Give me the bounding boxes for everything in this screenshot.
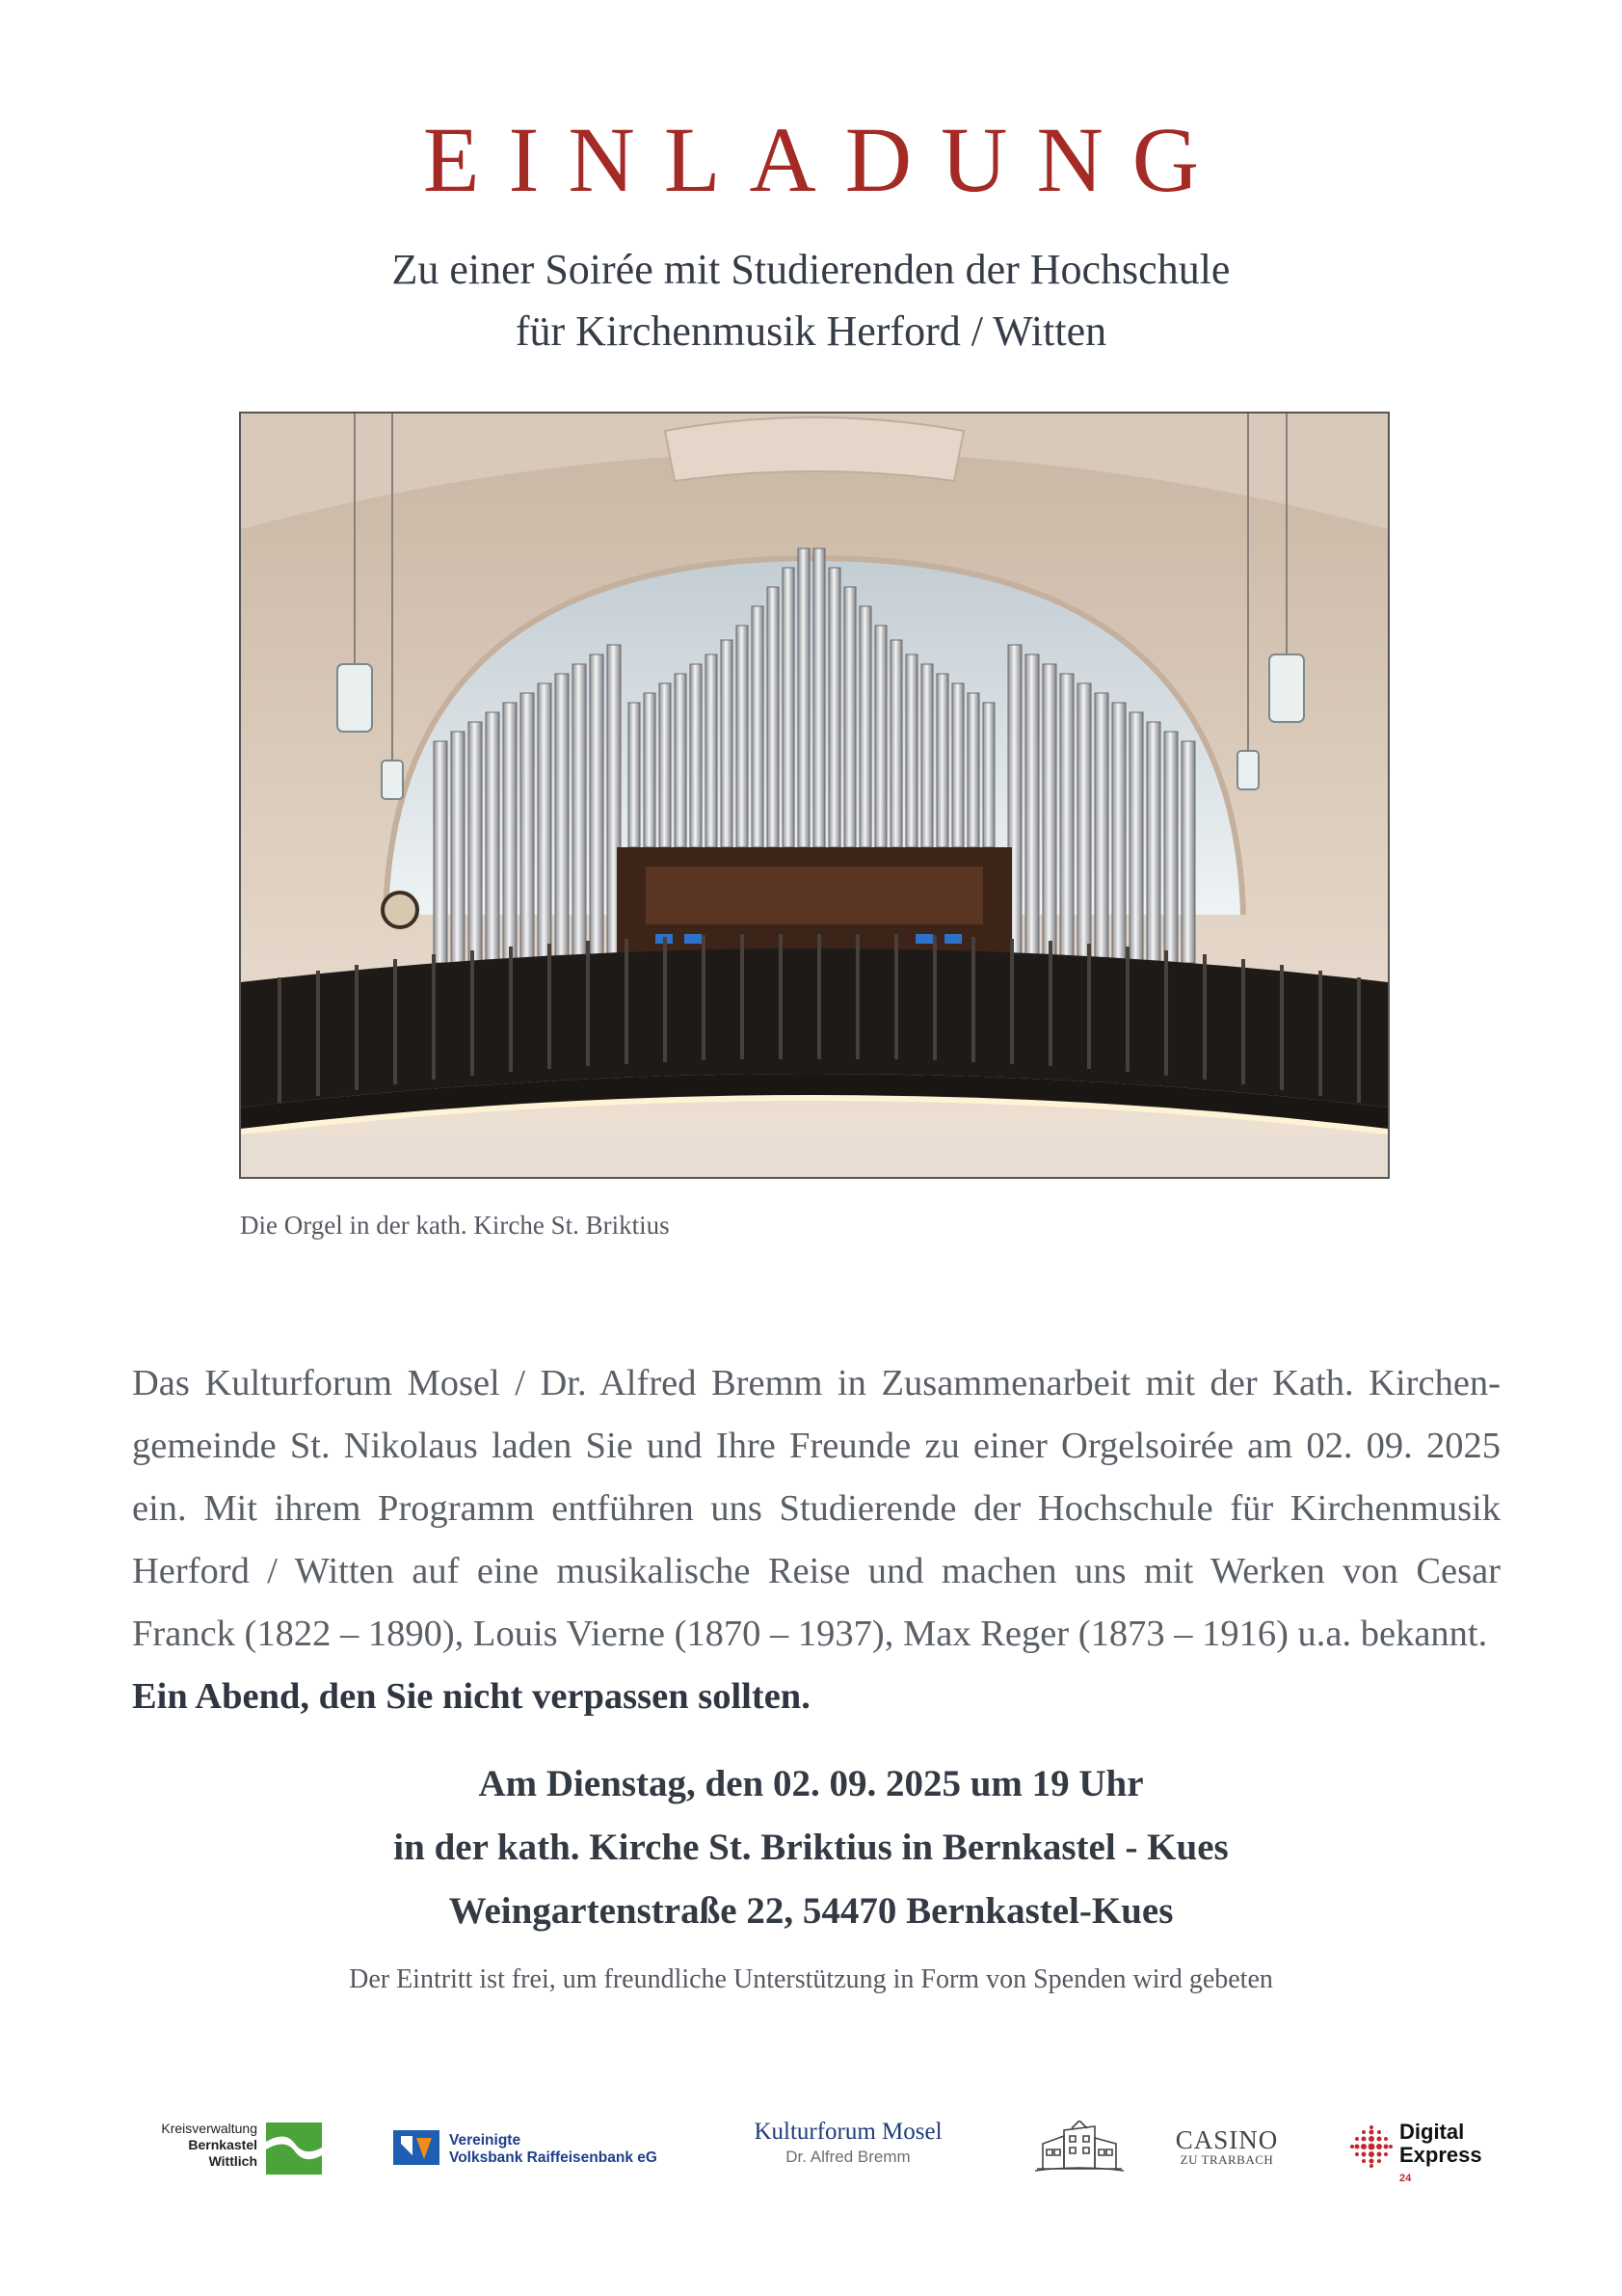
subtitle-line-1: Zu einer Soirée mit Studierenden der Hochschule (391, 246, 1231, 293)
volksbank-logo (393, 2130, 682, 2169)
kreisverwaltung-logo (129, 2121, 322, 2178)
digital-express-dots-icon (1349, 2124, 1394, 2169)
casino-line-2: ZU TRARBACH (1180, 2152, 1274, 2167)
event-date-time: Am Dienstag, den 02. 09. 2025 um 19 Uhr (478, 1763, 1144, 1804)
hotel-building-icon (1033, 2121, 1126, 2175)
sponsor-logos (0, 2101, 1622, 2188)
digital-express-line-2 (1399, 2144, 1482, 2190)
body-highlight: Ein Abend, den Sie nicht verpassen sollten. (132, 1676, 811, 1717)
volksbank-text (449, 2132, 657, 2167)
event-address: Weingartenstraße 22, 54470 Bernkastel-Kues (448, 1890, 1174, 1932)
body-line-5: Franck (1822 – 1890), Louis Vierne (1870 – 1937), Max Reger (1873 – 1916) u.a. bekannt. (132, 1614, 1488, 1654)
subtitle-line-2: für Kirchenmusik Herford / Witten (515, 307, 1107, 355)
body-line-1: Das Kulturforum Mosel / Dr. Alfred Bremm in Zusammenarbeit mit der Kath. Kirchen- (132, 1363, 1501, 1403)
invitation-title: EINLADUNG (422, 108, 1229, 211)
kreisverwaltung-line-1: Kreisverwaltung (161, 2121, 257, 2136)
body-line-4: Herford / Witten auf eine musikalische Reise und machen uns mit Werken von Cesar (132, 1551, 1501, 1591)
admission-note: Der Eintritt ist frei, um freundliche Unterstützung in Form von Spenden wird gebeten (349, 1964, 1273, 1994)
organ-photo (239, 412, 1390, 1179)
volksbank-icon (393, 2130, 439, 2165)
casino-logo (1174, 2126, 1280, 2167)
digital-express-line-1: Digital (1399, 2120, 1465, 2144)
event-details (0, 1752, 1622, 1943)
kreisverwaltung-line-3: Wittlich (208, 2153, 257, 2169)
digital-express-logo (1349, 2120, 1513, 2184)
volksbank-line-1: Vereinigte (449, 2132, 521, 2149)
kulturforum-logo (732, 2119, 964, 2176)
event-venue: in der kath. Kirche St. Briktius in Bernkastel - Kues (393, 1827, 1229, 1868)
kreisverwaltung-text (161, 2121, 257, 2170)
kreisverwaltung-line-2: Bernkastel (188, 2137, 257, 2152)
kreis-wave-icon (266, 2122, 322, 2175)
digital-express-text (1399, 2121, 1482, 2190)
subtitle (0, 239, 1622, 362)
body-line-3: ein. Mit ihrem Programm entführen uns Studierende der Hochschule für Kirchenmusik (132, 1488, 1501, 1529)
casino-line-1: CASINO (1175, 2125, 1279, 2154)
digital-express-sup: 24 (1399, 2173, 1412, 2184)
invitation-body (132, 1352, 1501, 1728)
hotel-sketch-logo (1033, 2121, 1126, 2178)
kulturforum-sub: Dr. Alfred Bremm (785, 2148, 911, 2166)
digital-express-word: Express (1399, 2143, 1482, 2167)
photo-caption: Die Orgel in der kath. Kirche St. Briktius (240, 1211, 670, 1240)
kulturforum-name: Kulturforum Mosel (754, 2119, 943, 2145)
body-line-2: gemeinde St. Nikolaus laden Sie und Ihre Freunde zu einer Orgelsoirée am 02. 09. 2025 (132, 1426, 1501, 1466)
volksbank-line-2: Volksbank Raiffeisenbank eG (449, 2149, 657, 2166)
